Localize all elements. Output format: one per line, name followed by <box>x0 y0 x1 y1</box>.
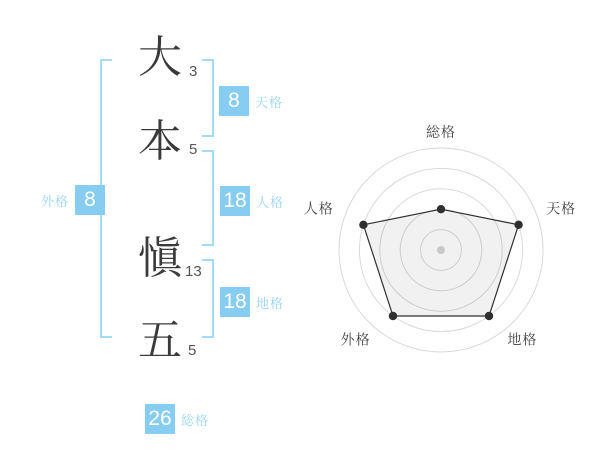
radar-center-dot <box>437 246 445 254</box>
name-character-2: 本 <box>138 117 182 166</box>
jinkaku-bracket <box>202 150 214 246</box>
jinkaku-label: 人格 <box>256 194 285 210</box>
chikaku-bracket <box>202 259 214 338</box>
gaikaku-value-badge: 8 <box>75 185 105 215</box>
radar-data-point <box>485 312 493 320</box>
soukaku-label: 総格 <box>181 412 210 428</box>
radar-data-point <box>389 312 397 320</box>
tenkaku-label: 天格 <box>255 94 284 110</box>
name-character-1: 大 <box>138 33 182 82</box>
gaikaku-row <box>41 185 105 215</box>
name-character-4: 五 <box>138 316 182 365</box>
stroke-count-4: 5 <box>188 342 197 359</box>
radar-axis-label: 総格 <box>426 124 456 140</box>
tenkaku-bracket <box>202 59 214 137</box>
tenkaku-value-badge: 8 <box>219 86 249 116</box>
radar-axis-label: 外格 <box>340 331 371 348</box>
jinkaku-value-badge: 18 <box>220 186 250 216</box>
soukaku-row <box>145 404 209 434</box>
radar-axis-label: 人格 <box>303 200 334 217</box>
stroke-count-3: 13 <box>185 263 202 280</box>
jinkaku-row <box>220 186 284 216</box>
radar-chart <box>300 110 590 370</box>
radar-data-point <box>359 221 367 229</box>
radar-data-point <box>437 205 445 213</box>
chikaku-label: 地格 <box>256 295 285 311</box>
chikaku-row <box>220 287 284 317</box>
radar-data-polygon <box>363 209 518 316</box>
gaikaku-label: 外格 <box>41 193 70 209</box>
tenkaku-row <box>219 86 283 116</box>
radar-axis-label: 天格 <box>546 200 577 217</box>
radar-data-point <box>514 221 522 229</box>
stroke-count-1: 3 <box>189 63 198 80</box>
stroke-count-2: 5 <box>189 141 198 158</box>
chikaku-value-badge: 18 <box>220 287 250 317</box>
name-character-3: 愼 <box>138 234 182 283</box>
soukaku-value-badge: 26 <box>145 404 175 434</box>
radar-axis-label: 地格 <box>507 331 538 348</box>
